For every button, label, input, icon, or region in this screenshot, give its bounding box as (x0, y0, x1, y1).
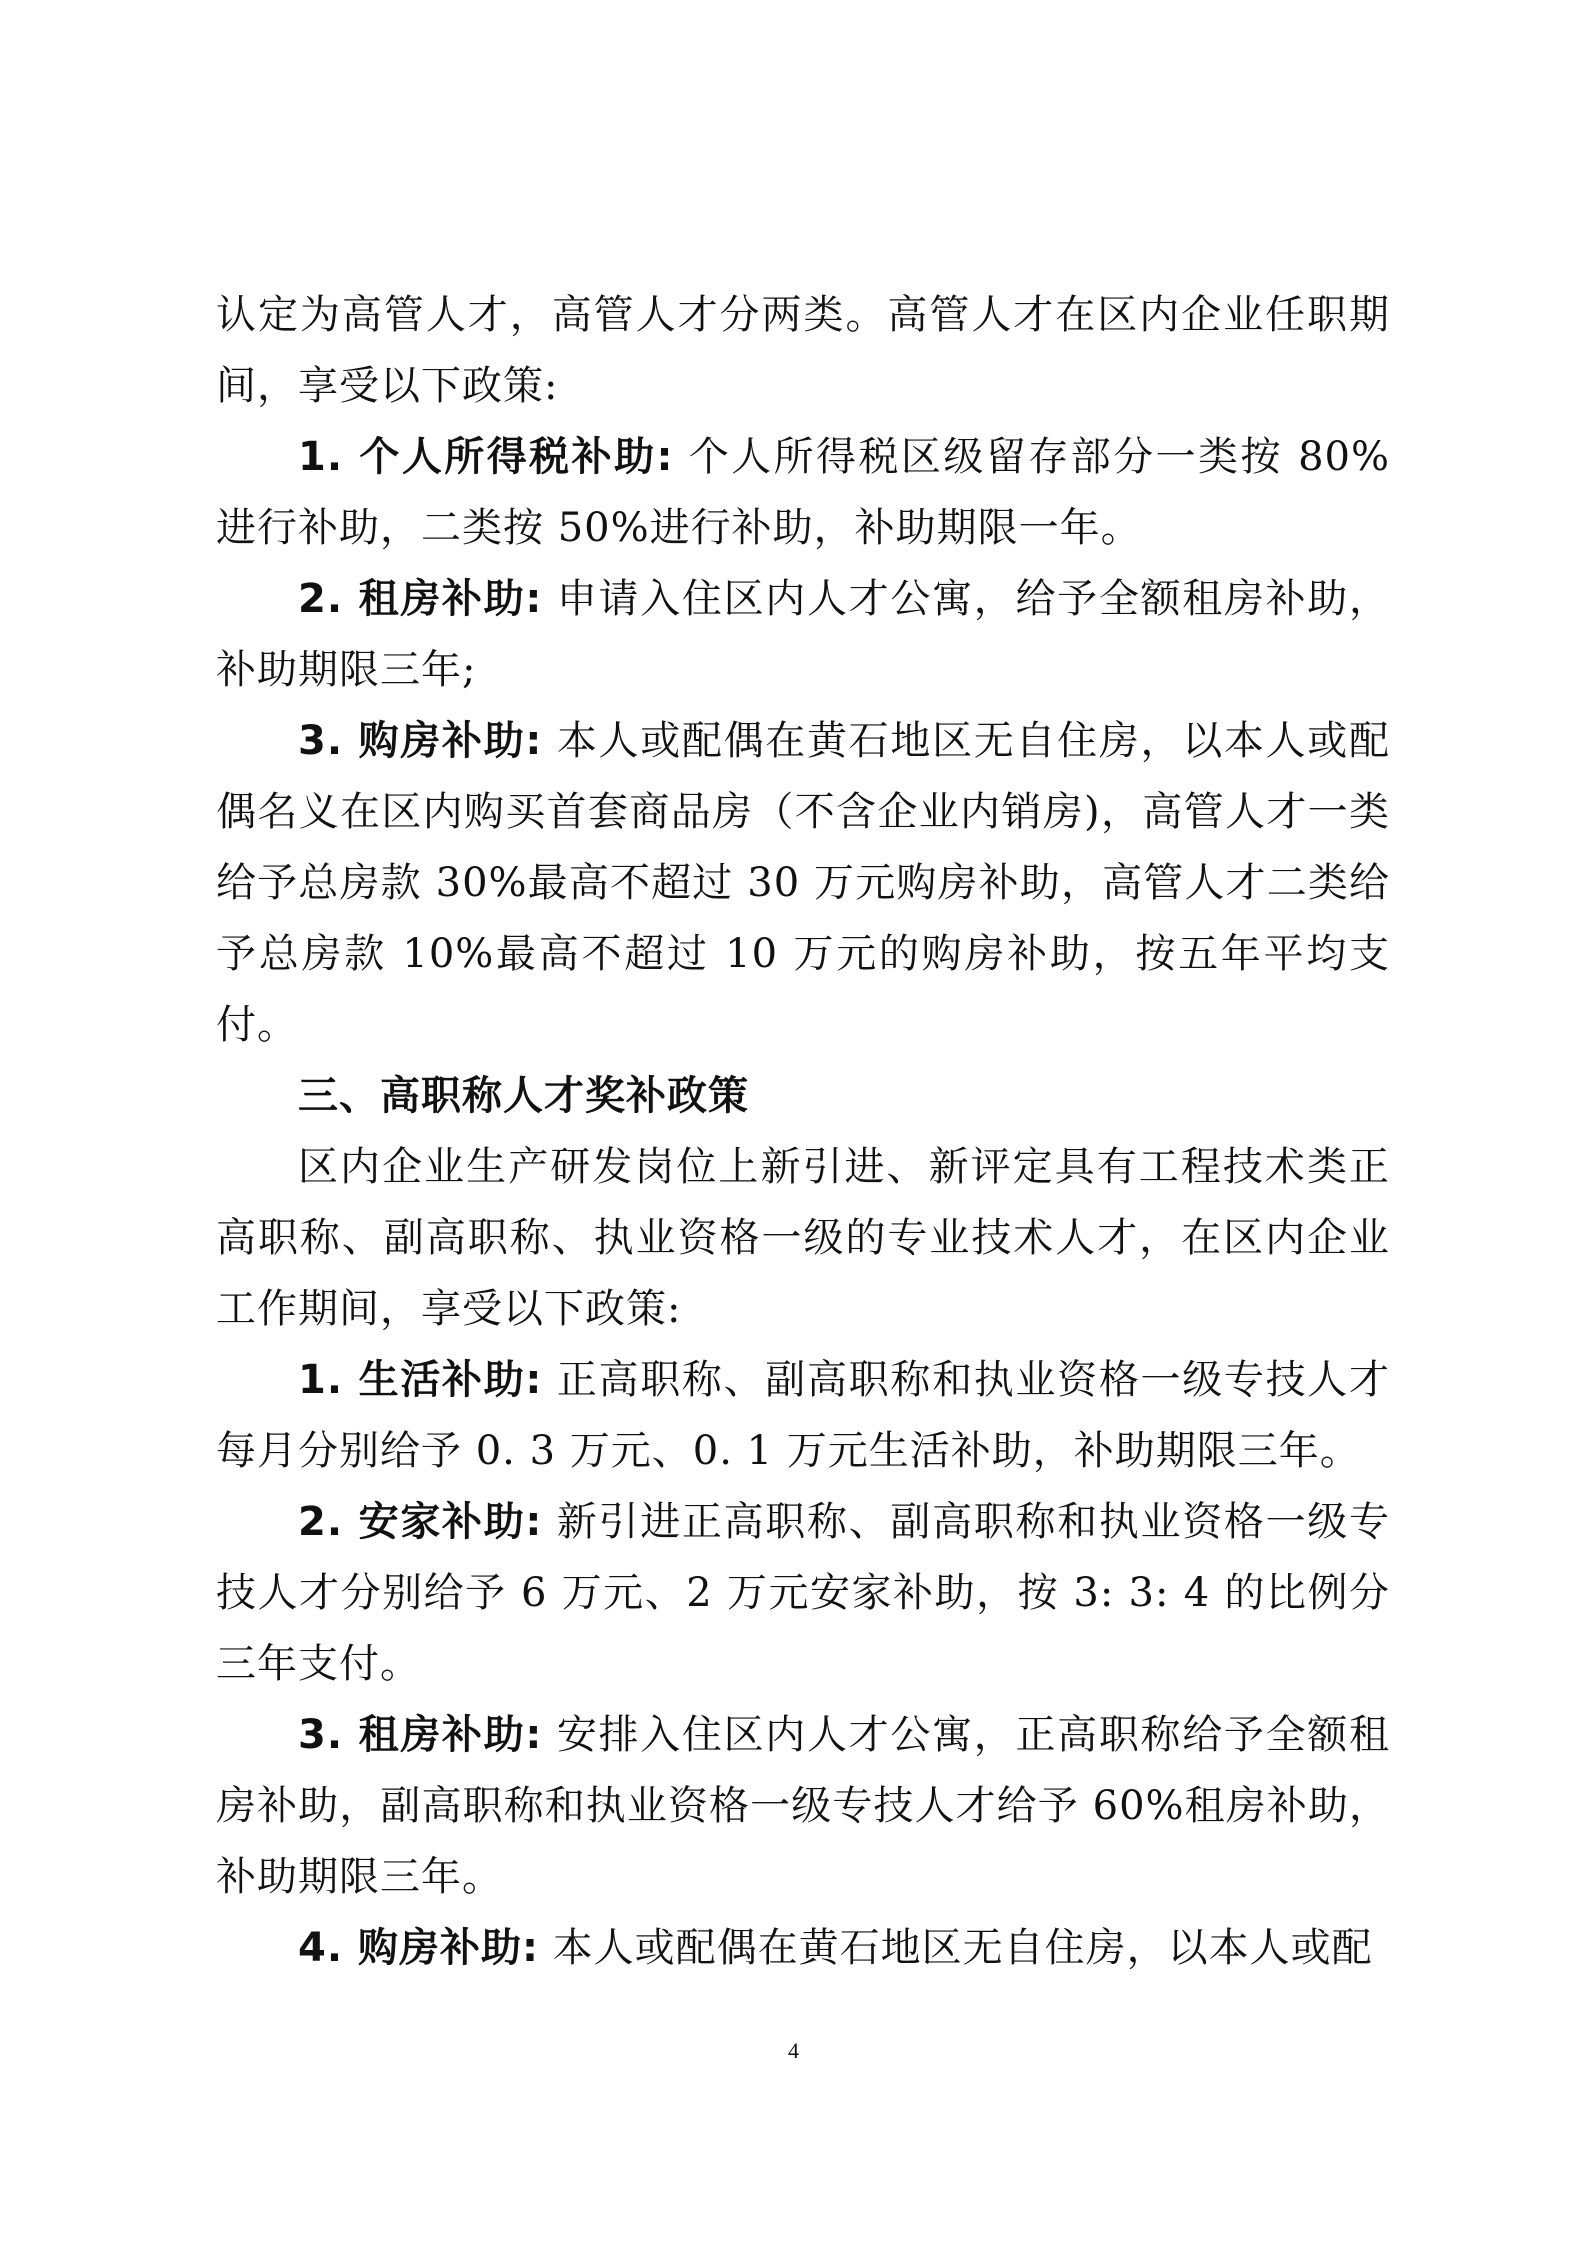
paragraph-living-subsidy (216, 1345, 1390, 1487)
item-heading: 2. 租房补助: (298, 576, 543, 622)
paragraph-text: 新引进正高职称、副高职称和执业资格一级专技人才分别给予 6 万元、2 万元安家补助，按 3: 3: 4 的比例分三年支付。 (216, 1499, 1390, 1687)
paragraph-text: 正高职称、副高职称和执业资格一级专技人才每月分别给予 0. 3 万元、0. 1 万元生活补助，补助期限三年。 (216, 1357, 1390, 1474)
paragraph-text: 区内企业生产研发岗位上新引进、新评定具有工程技术类正高职称、副高职称、执业资格一级的专业技术人才，在区内企业工作期间，享受以下政策: (216, 1144, 1390, 1332)
item-heading: 2. 安家补助: (298, 1499, 543, 1545)
section-title: 三、高职称人才奖补政策 (298, 1073, 749, 1119)
item-heading: 4. 购房补助: (298, 1925, 539, 1971)
section-heading (216, 1061, 1390, 1132)
paragraph-house-purchase-subsidy-2 (216, 1913, 1390, 1984)
paragraph-house-purchase-subsidy (216, 706, 1390, 1061)
item-heading: 1. 生活补助: (298, 1357, 543, 1403)
paragraph-intro (216, 280, 1390, 422)
paragraph-text: 安排入住区内人才公寓，正高职称给予全额租房补助，副高职称和执业资格一级专技人才给予 60%租房补助，补助期限三年。 (216, 1712, 1390, 1900)
paragraph-text: 本人或配偶在黄石地区无自住房，以本人或配 (538, 1925, 1373, 1971)
document-body (216, 280, 1390, 1984)
paragraph-settling-subsidy (216, 1487, 1390, 1700)
paragraph-income-tax-subsidy (216, 422, 1390, 564)
paragraph-text: 本人或配偶在黄石地区无自住房，以本人或配偶名义在区内购买首套商品房（不含企业内销房)，高管人才一类给予总房款 30%最高不超过 30 万元购房补助，高管人才二类给予总房款 10%最高不超过 10 万元的购房补助，按五年平均支付。 (216, 718, 1390, 1048)
paragraph-rent-subsidy-2 (216, 1700, 1390, 1913)
item-heading: 1. 个人所得税补助: (298, 434, 674, 480)
page-number: 4 (788, 2038, 799, 2063)
paragraph-text: 个人所得税区级留存部分一类按 80%进行补助，二类按 50%进行补助，补助期限一年。 (216, 434, 1391, 551)
item-heading: 3. 购房补助: (298, 718, 543, 764)
paragraph-text: 申请入住区内人才公寓，给予全额租房补助，补助期限三年; (216, 576, 1390, 693)
paragraph-text: 认定为高管人才，高管人才分两类。高管人才在区内企业任职期间，享受以下政策: (216, 292, 1390, 409)
paragraph-section-intro (216, 1132, 1390, 1345)
paragraph-rent-subsidy (216, 564, 1390, 706)
item-heading: 3. 租房补助: (298, 1712, 543, 1758)
